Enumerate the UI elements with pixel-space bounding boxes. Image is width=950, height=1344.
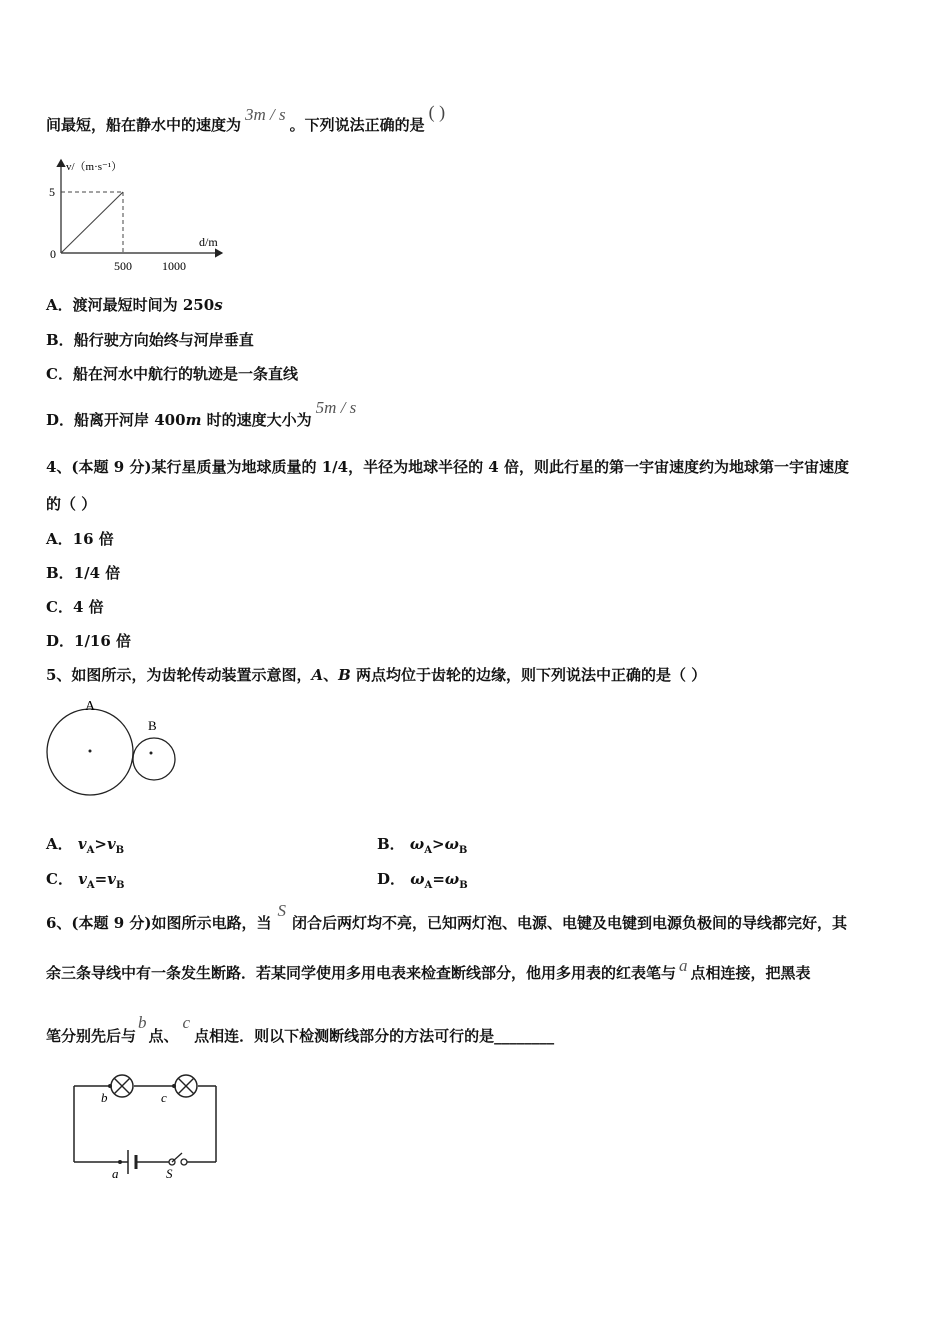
q6-line3-text-1: 笔分别先后与 — [46, 1027, 137, 1045]
q6-stem-line3 — [46, 1013, 555, 1046]
q3-option-a — [46, 294, 223, 315]
q6-node-a — [118, 1160, 122, 1164]
q5-option-c — [46, 868, 124, 891]
q6-battery — [128, 1150, 136, 1174]
q6-circuit-label-a: a — [112, 1166, 119, 1181]
q5-option-d-var2: ω — [444, 870, 460, 888]
q3-graph-y-label: v/（m·s⁻¹） — [66, 161, 123, 173]
q3-stem — [46, 102, 446, 135]
q5-stem-text-2: 两点均位于齿轮的边缘，则下列说法中正确的是（ ） — [350, 666, 707, 684]
q5-stem-text-1: 5、如图所示，为齿轮传动装置示意图， — [46, 666, 312, 684]
q6-lamp-1 — [111, 1075, 133, 1097]
q3-option-a-unit: s — [214, 296, 223, 314]
q4-option-a — [46, 528, 114, 549]
q5-option-b-sub2: B — [458, 845, 468, 856]
q6-stem-line1 — [46, 901, 848, 933]
q3-option-b — [46, 329, 254, 350]
q3-option-c-letter: C． — [46, 365, 73, 383]
q5-option-c-letter: C． — [46, 870, 73, 888]
q6-line1-text-2: 闭合后两灯均不亮，已知两灯泡、电源、电键及电键到电源负极间的导线都完好，其 — [292, 914, 848, 932]
q3-velocity-graph — [44, 150, 234, 276]
q6-node-c — [172, 1084, 176, 1088]
q5-option-c-sub1: A — [86, 880, 95, 891]
q3-option-b-text: 船行驶方向始终与河岸垂直 — [73, 331, 254, 349]
q3-stem-paren: ( ) — [428, 102, 446, 122]
q5-option-b-sub1: A — [424, 845, 432, 856]
q5-option-d-letter: D． — [377, 870, 406, 888]
q4-option-d-text: 1/16 倍 — [74, 632, 132, 650]
q5-option-a-op: > — [94, 835, 107, 853]
q6-circuit-figure — [66, 1070, 242, 1186]
q5-option-c-sub2: B — [115, 880, 125, 891]
q3-stem-text-1: 间最短，船在静水中的速度为 — [46, 116, 242, 134]
q6-line2-var-a: a — [679, 956, 688, 975]
q6-circuit-label-b: b — [101, 1090, 108, 1105]
q3-option-b-letter: B． — [46, 331, 74, 349]
q5-option-d-sub2: B — [459, 880, 468, 891]
q5-stem-sep: 、 — [323, 666, 339, 684]
q5-option-b — [377, 833, 467, 856]
q4-option-b-letter: B． — [46, 564, 74, 582]
q3-option-c-text: 船在河水中航行的轨迹是一条直线 — [72, 365, 298, 383]
q6-line1-text-1: 6、(本题 9 分)如图所示电路，当 — [46, 914, 272, 932]
q6-lamp-2 — [175, 1075, 197, 1097]
q3-graph-x-label: d/m — [199, 235, 218, 249]
q4-option-b-text: 1/4 倍 — [73, 564, 121, 582]
q4-stem-line1: 4、(本题 9 分)某行星质量为地球质量的 1/4，半径为地球半径的 4 倍，则此行星的第一宇宙速度约为地球第一宇宙速度 — [46, 458, 849, 476]
q3-option-d — [46, 398, 357, 430]
q4-option-a-text: 16 倍 — [72, 530, 114, 548]
q5-option-a-letter: A． — [46, 835, 73, 853]
q5-option-a — [46, 833, 124, 856]
q6-line3-var-b: b — [138, 1013, 147, 1032]
q5-option-d-var1: ω — [410, 870, 425, 888]
q5-option-a-sub2: B — [115, 845, 125, 856]
q4-option-a-letter: A． — [46, 530, 73, 548]
q3-graph-origin: 0 — [50, 247, 56, 261]
q5-gear-large-center — [89, 750, 92, 753]
q4-option-b — [46, 562, 120, 583]
q6-line3-text-3: 点相连．则以下检测断线部分的方法可行的是________ — [194, 1027, 555, 1045]
q5-stem — [46, 664, 706, 685]
q6-line3-var-c: c — [182, 1013, 191, 1032]
q4-stem-line2: 的（ ） — [46, 495, 97, 513]
q4-option-c — [46, 596, 104, 617]
q6-circuit-label-s: S — [166, 1166, 173, 1181]
q3-option-d-text: 船离开河岸 400 — [74, 411, 186, 429]
q6-circuit-label-c: c — [161, 1090, 167, 1105]
q3-graph-line — [61, 192, 123, 253]
q6-line3-text-2: 点、 — [148, 1027, 179, 1045]
q5-option-d-sub1: A — [424, 880, 433, 891]
q5-stem-point-b: B — [338, 666, 351, 684]
q5-gear-small-center — [150, 752, 153, 755]
q3-option-a-text: 渡河最短时间为 250 — [72, 296, 215, 314]
q4-option-d — [46, 630, 131, 651]
q4-option-c-text: 4 倍 — [72, 598, 104, 616]
q3-stem-text-2: 。下列说法正确的是 — [289, 116, 425, 134]
q5-option-a-var2: v — [106, 835, 116, 853]
q5-option-b-var1: ω — [409, 835, 425, 853]
q6-switch — [169, 1153, 187, 1165]
q5-gear-small — [133, 738, 175, 780]
q3-graph-y-tick-5: 5 — [49, 185, 55, 199]
q5-option-b-letter: B． — [377, 835, 405, 853]
q4-option-c-letter: C． — [46, 598, 73, 616]
q5-option-c-var2: v — [107, 870, 116, 888]
q3-option-d-letter: D． — [46, 411, 75, 429]
q3-stem-speed: 3m / s — [245, 105, 286, 124]
q5-option-d-op: = — [432, 870, 445, 888]
q5-option-a-var1: v — [77, 835, 87, 853]
q5-figure-label-a: A — [85, 699, 96, 714]
q5-figure-label-b: B — [148, 718, 157, 733]
q5-option-b-op: > — [431, 835, 445, 853]
q3-option-c — [46, 363, 298, 384]
q5-option-c-var1: v — [78, 870, 87, 888]
q3-graph-x-tick-500: 500 — [114, 259, 132, 273]
q5-option-c-op: = — [94, 870, 108, 888]
q3-option-d-math: 5m / s — [315, 398, 357, 417]
q6-line1-var-s: S — [277, 901, 287, 920]
q6-stem-line2 — [46, 956, 811, 983]
q6-node-b — [108, 1084, 112, 1088]
q5-option-b-var2: ω — [444, 835, 459, 853]
q6-line2-text-1: 余三条导线中有一条发生断路．若某同学使用多用电表来检查断线部分，他用多用表的红表笔与 — [46, 964, 677, 982]
q3-graph-x-tick-1000: 1000 — [162, 259, 186, 273]
q5-option-d — [377, 868, 468, 891]
q4-option-d-letter: D． — [46, 632, 75, 650]
q6-line2-text-2: 点相连接，把黑表 — [690, 964, 811, 982]
q5-option-a-sub1: A — [86, 845, 95, 856]
q3-option-a-letter: A． — [46, 296, 73, 314]
q3-option-d-unit: m — [185, 411, 202, 429]
q3-option-d-text2: 时的速度大小为 — [201, 411, 312, 429]
q5-gear-figure — [44, 694, 184, 806]
q5-stem-point-a: A — [311, 666, 324, 684]
